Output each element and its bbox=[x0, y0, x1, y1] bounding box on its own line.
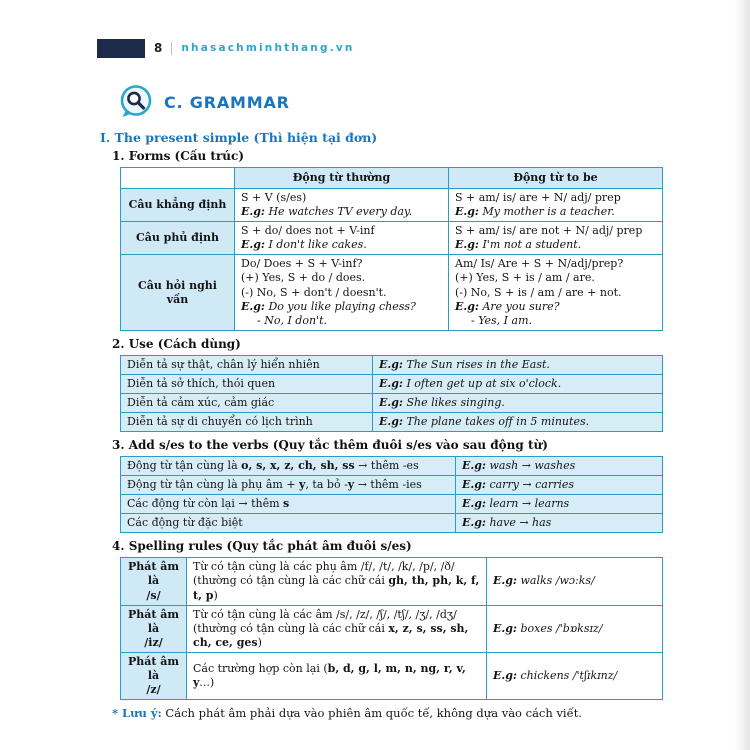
negative-tobe-cell bbox=[449, 222, 663, 255]
negative-normal-cell bbox=[235, 222, 449, 255]
example-line: E.g: I'm not a student. bbox=[455, 238, 582, 252]
use-cell: Diễn tả sở thích, thói quen bbox=[121, 374, 373, 393]
example-line: E.g: Are you sure? bbox=[455, 299, 560, 313]
use-table bbox=[120, 355, 663, 432]
table-row-iz bbox=[121, 605, 663, 652]
table-row-interrogative bbox=[121, 255, 663, 330]
add-s-es-table bbox=[120, 456, 663, 533]
heading-spelling-rules: 4. Spelling rules (Quy tắc phát âm đuôi s/es) bbox=[112, 539, 412, 554]
heading-present-simple: I. The present simple (Thì hiện tại đơn) bbox=[100, 130, 378, 145]
table-row bbox=[121, 374, 663, 393]
structure-line: S + V (s/es) bbox=[241, 191, 307, 205]
row-label: Câu khẳng định bbox=[121, 189, 235, 222]
forms-header-empty-cell bbox=[121, 168, 235, 189]
example-cell: E.g: have → has bbox=[456, 514, 663, 533]
interrogative-normal-cell bbox=[235, 255, 449, 330]
table-row-z bbox=[121, 652, 663, 699]
sound-symbol: /z/ bbox=[146, 683, 161, 697]
example-line: E.g: My mother is a teacher. bbox=[455, 205, 615, 219]
footnote-text: Cách phát âm phải dựa vào phiên âm quốc tế, không dựa vào cách viết. bbox=[161, 706, 582, 721]
page-content bbox=[100, 80, 662, 720]
example-cell: E.g: The plane takes off in 5 minutes. bbox=[373, 413, 663, 432]
heading-add-s-es: 3. Add s/es to the verbs (Quy tắc thêm đuôi s/es vào sau động từ) bbox=[112, 438, 548, 453]
forms-table bbox=[120, 167, 663, 331]
table-row-s bbox=[121, 558, 663, 605]
row-label: Câu phủ định bbox=[121, 222, 235, 255]
example-cell: E.g: The Sun rises in the East. bbox=[373, 355, 663, 374]
magnifier-bubble-icon bbox=[118, 84, 154, 120]
example-answer-line: - No, I don't. bbox=[257, 313, 327, 327]
rule-cell: Từ có tận cùng là các phụ âm /f/, /t/, /k/, /p/, /ð/ (thường có tận cùng là các chữ cái gh, th, ph, k, f, t, p) bbox=[187, 558, 487, 605]
structure-line: (-) No, S + is / am / are + not. bbox=[455, 285, 622, 299]
row-label: Câu hỏi nghi vấn bbox=[121, 255, 235, 330]
structure-line: S + am/ is/ are not + N/ adj/ prep bbox=[455, 224, 643, 238]
sound-label-text: Phát âm là bbox=[127, 654, 180, 682]
example-line: E.g: I don't like cakes. bbox=[241, 238, 367, 252]
rule-cell: Từ có tận cùng là các âm /s/, /z/, /ʃ/, /tʃ/, /ʒ/, /dʒ/ (thường có tận cùng là các chữ cái x, z, s, ss, sh, ch, ce, ges) bbox=[187, 605, 487, 652]
structure-line: (-) No, S + don't / doesn't. bbox=[241, 285, 387, 299]
forms-header-normal-verbs: Động từ thường bbox=[235, 168, 449, 189]
heading-forms: 1. Forms (Cấu trúc) bbox=[112, 149, 245, 163]
example-cell: E.g: wash → washes bbox=[456, 457, 663, 476]
forms-header-row bbox=[121, 168, 663, 189]
forms-header-tobe: Động từ to be bbox=[449, 168, 663, 189]
structure-line: S + am/ is/ are + N/ adj/ prep bbox=[455, 191, 621, 205]
affirmative-tobe-cell bbox=[449, 189, 663, 222]
heading-use: 2. Use (Cách dùng) bbox=[112, 336, 241, 351]
example-cell: E.g: boxes /'bɒksɪz/ bbox=[487, 605, 663, 652]
example-cell: E.g: walks /wɔ:ks/ bbox=[487, 558, 663, 605]
table-row-negative bbox=[121, 222, 663, 255]
table-row bbox=[121, 495, 663, 514]
page-number: 8 bbox=[154, 41, 163, 55]
interrogative-tobe-cell bbox=[449, 255, 663, 330]
table-row bbox=[121, 514, 663, 533]
sound-label-text: Phát âm là bbox=[127, 560, 180, 588]
sound-label bbox=[121, 605, 187, 652]
example-line: E.g: He watches TV every day. bbox=[241, 205, 413, 219]
table-row-affirmative bbox=[121, 189, 663, 222]
structure-line: (+) Yes, S + is / am / are. bbox=[455, 271, 595, 285]
example-cell: E.g: chickens /'tʃɪkɪnz/ bbox=[487, 652, 663, 699]
example-cell: E.g: learn → learns bbox=[456, 495, 663, 514]
example-cell: E.g: She likes singing. bbox=[373, 393, 663, 412]
table-row bbox=[121, 393, 663, 412]
site-name: nhasachminhthang.vn bbox=[181, 42, 355, 54]
header-divider bbox=[171, 42, 172, 55]
sound-label bbox=[121, 652, 187, 699]
example-cell: E.g: carry → carries bbox=[456, 476, 663, 495]
affirmative-normal-cell bbox=[235, 189, 449, 222]
sound-label bbox=[121, 558, 187, 605]
table-row bbox=[121, 476, 663, 495]
page-number-bar bbox=[97, 39, 145, 58]
footnote-label: * Lưu ý: bbox=[112, 706, 162, 721]
page-edge-shadow bbox=[734, 0, 750, 750]
structure-line: Do/ Does + S + V-inf? bbox=[241, 257, 363, 271]
rule-cell: Động từ tận cùng là phụ âm + y, ta bỏ -y → thêm -ies bbox=[121, 476, 456, 495]
use-cell: Diễn tả sự di chuyển có lịch trình bbox=[121, 413, 373, 432]
structure-line: Am/ Is/ Are + S + N/adj/prep? bbox=[455, 257, 624, 271]
example-line: E.g: Do you like playing chess? bbox=[241, 299, 416, 313]
example-cell: E.g: I often get up at six o'clock. bbox=[373, 374, 663, 393]
rule-cell: Các động từ đặc biệt bbox=[121, 514, 456, 533]
table-row bbox=[121, 413, 663, 432]
use-cell: Diễn tả sự thật, chân lý hiển nhiên bbox=[121, 355, 373, 374]
example-answer-line: - Yes, I am. bbox=[471, 313, 532, 327]
sound-symbol: /iz/ bbox=[144, 635, 163, 649]
sound-symbol: /s/ bbox=[146, 588, 161, 602]
rule-cell: Các động từ còn lại → thêm s bbox=[121, 495, 456, 514]
page-header bbox=[97, 38, 355, 58]
footnote bbox=[112, 706, 662, 720]
page-title: C. GRAMMAR bbox=[164, 92, 290, 112]
grammar-title-row bbox=[118, 84, 662, 120]
structure-line: S + do/ does not + V-inf bbox=[241, 224, 375, 238]
sound-label-text: Phát âm là bbox=[127, 607, 180, 635]
table-row bbox=[121, 355, 663, 374]
table-row bbox=[121, 457, 663, 476]
spelling-table bbox=[120, 557, 663, 700]
rule-cell: Động từ tận cùng là o, s, x, z, ch, sh, ss → thêm -es bbox=[121, 457, 456, 476]
use-cell: Diễn tả cảm xúc, cảm giác bbox=[121, 393, 373, 412]
structure-line: (+) Yes, S + do / does. bbox=[241, 271, 366, 285]
rule-cell: Các trường hợp còn lại (b, d, g, l, m, n, ng, r, v, y...) bbox=[187, 652, 487, 699]
